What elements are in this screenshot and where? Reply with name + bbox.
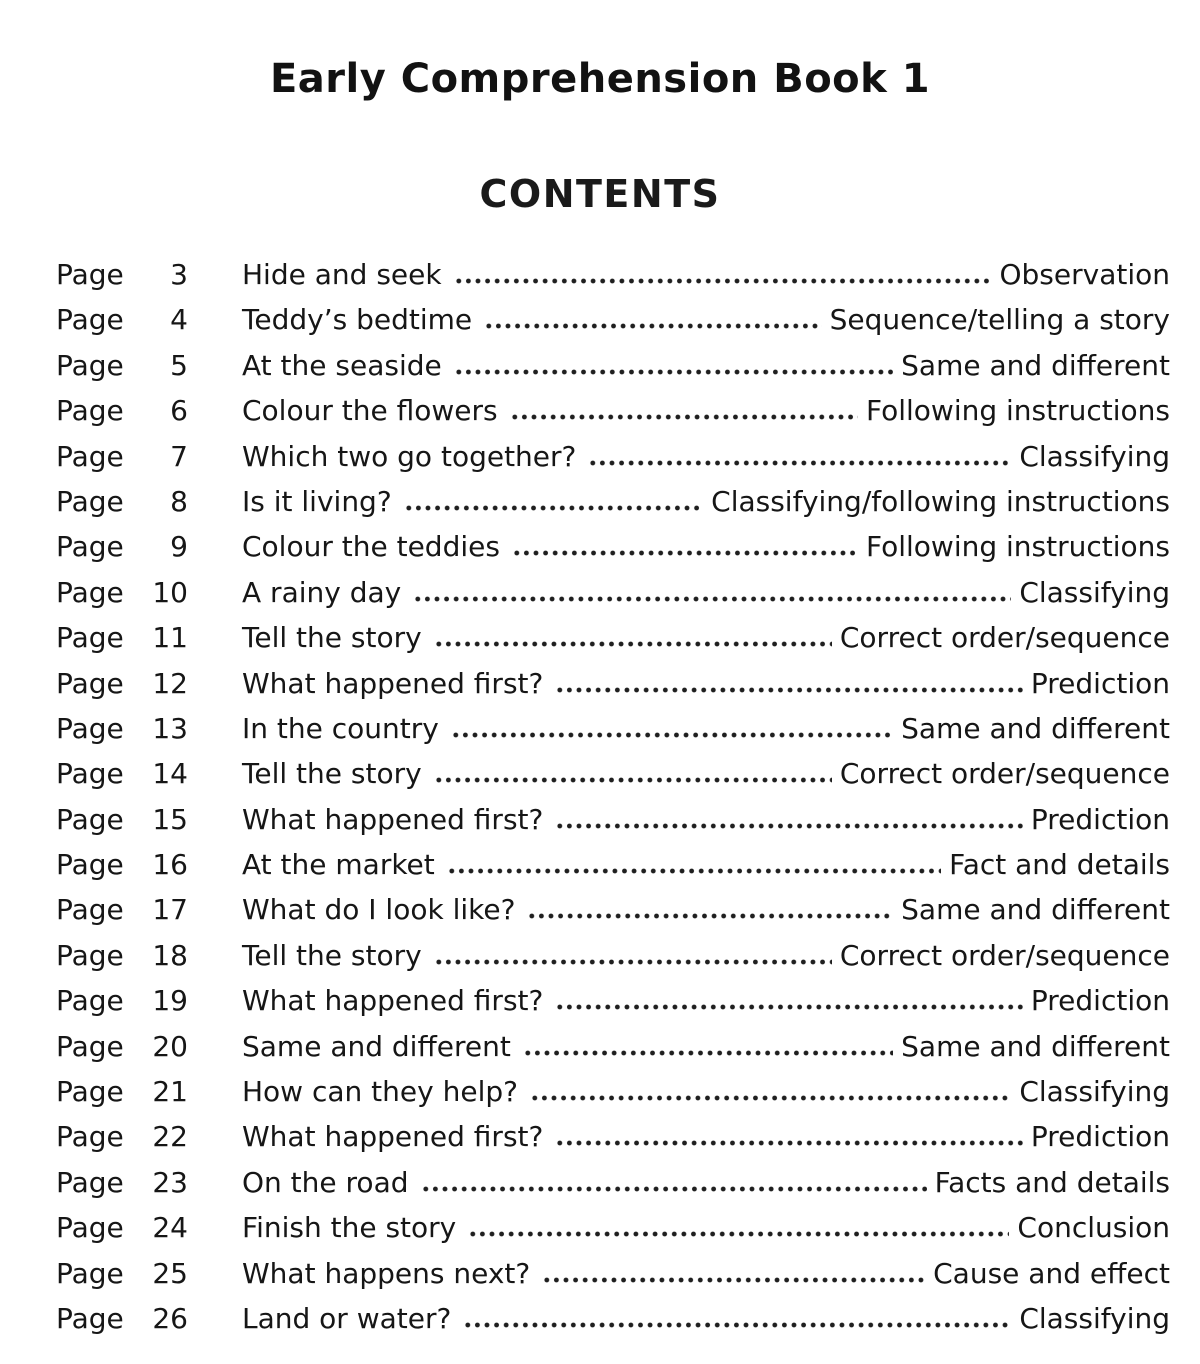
page-number: 18 — [152, 938, 188, 972]
page-word: Page — [56, 621, 124, 655]
entry-category: Prediction — [1030, 1120, 1170, 1154]
entry-category: Same and different — [901, 348, 1170, 382]
entry-category: Classifying/following instructions — [711, 484, 1170, 518]
page-number: 12 — [152, 666, 188, 700]
page-number: 24 — [152, 1211, 188, 1245]
page-word: Page — [56, 394, 124, 428]
page-word: Page — [56, 1075, 124, 1109]
page-word: Page — [56, 711, 124, 745]
dot-leader — [454, 278, 992, 284]
toc-row — [56, 349, 1170, 394]
entry-title: Same and different — [242, 1029, 511, 1063]
toc-row — [56, 303, 1170, 348]
page-number: 17 — [152, 893, 188, 927]
entry-category: Fact and details — [949, 848, 1170, 882]
page-number: 26 — [152, 1301, 188, 1335]
dot-leader — [555, 823, 1023, 829]
page-number: 19 — [152, 984, 188, 1018]
entry-title: In the country — [242, 711, 439, 745]
page-word: Page — [56, 893, 124, 927]
entry-category: Conclusion — [1017, 1211, 1170, 1245]
entry-title: What happened first? — [242, 666, 544, 700]
page-word: Page — [56, 348, 124, 382]
page-word: Page — [56, 1029, 124, 1063]
entry-category: Classifying — [1019, 439, 1170, 473]
page-number: 16 — [152, 848, 188, 882]
page-number: 14 — [152, 757, 188, 791]
entry-title: What happened first? — [242, 802, 544, 836]
dot-leader — [451, 732, 893, 738]
page-number: 25 — [152, 1256, 188, 1290]
dot-leader — [555, 687, 1023, 693]
page-number: 5 — [170, 348, 188, 382]
page-number: 15 — [152, 802, 188, 836]
toc-row — [56, 394, 1170, 439]
page-word: Page — [56, 1165, 124, 1199]
page-word: Page — [56, 303, 124, 337]
page-word: Page — [56, 484, 124, 518]
page-number: 4 — [170, 303, 188, 337]
dot-leader — [468, 1231, 1009, 1237]
page-word: Page — [56, 575, 124, 609]
toc-row — [56, 848, 1170, 893]
toc-row — [56, 1120, 1170, 1165]
dot-leader — [447, 868, 941, 874]
entry-category: Observation — [999, 258, 1170, 291]
page-word: Page — [56, 666, 124, 700]
page-word: Page — [56, 439, 124, 473]
page-number: 20 — [152, 1029, 188, 1063]
entry-title: Colour the flowers — [242, 394, 498, 428]
page-word: Page — [56, 848, 124, 882]
entry-title: Tell the story — [242, 938, 422, 972]
dot-leader — [512, 550, 858, 556]
dot-leader — [434, 641, 832, 647]
dot-leader — [527, 913, 893, 919]
dot-leader — [434, 777, 832, 783]
page-word: Page — [56, 258, 124, 291]
entry-title: Tell the story — [242, 757, 422, 791]
entry-title: Is it living? — [242, 484, 392, 518]
dot-leader — [555, 1140, 1023, 1146]
toc-row — [56, 757, 1170, 802]
entry-category: Same and different — [901, 711, 1170, 745]
toc-row — [56, 485, 1170, 530]
dot-leader — [588, 460, 1011, 466]
page-word: Page — [56, 1120, 124, 1154]
dot-leader — [413, 596, 1011, 602]
toc-row — [56, 1166, 1170, 1211]
toc-row — [56, 1030, 1170, 1075]
toc-list — [0, 216, 1200, 1347]
toc-row — [56, 576, 1170, 621]
entry-category: Prediction — [1030, 984, 1170, 1018]
page-word: Page — [56, 1301, 124, 1335]
page-number: 11 — [152, 621, 188, 655]
page-number: 3 — [170, 258, 188, 291]
page-word: Page — [56, 757, 124, 791]
entry-category: Sequence/telling a story — [829, 303, 1170, 337]
contents-heading: CONTENTS — [479, 172, 721, 216]
toc-row — [56, 258, 1170, 303]
dot-leader — [404, 505, 703, 511]
entry-category: Correct order/sequence — [839, 757, 1170, 791]
page-number: 23 — [152, 1165, 188, 1199]
toc-row — [56, 1075, 1170, 1120]
entry-title: Finish the story — [242, 1211, 457, 1245]
entry-category: Classifying — [1019, 1301, 1170, 1335]
page-word: Page — [56, 938, 124, 972]
page-number: 10 — [152, 575, 188, 609]
entry-title: At the market — [242, 848, 435, 882]
dot-leader — [510, 414, 858, 420]
dot-leader — [523, 1050, 893, 1056]
entry-category: Correct order/sequence — [839, 621, 1170, 655]
page-word: Page — [56, 1211, 124, 1245]
entry-title: Which two go together? — [242, 439, 577, 473]
toc-row — [56, 984, 1170, 1029]
toc-row — [56, 621, 1170, 666]
toc-row — [56, 530, 1170, 575]
toc-row — [56, 1257, 1170, 1302]
entry-title: Colour the teddies — [242, 530, 500, 564]
entry-title: Teddy’s bedtime — [242, 303, 473, 337]
book-title: Early Comprehension Book 1 — [269, 56, 931, 102]
page-number: 21 — [152, 1075, 188, 1109]
page-word: Page — [56, 984, 124, 1018]
page-number: 22 — [152, 1120, 188, 1154]
entry-title: At the seaside — [242, 348, 442, 382]
toc-row — [56, 712, 1170, 757]
page-number: 13 — [152, 711, 188, 745]
entry-category: Same and different — [901, 1029, 1170, 1063]
entry-category: Following instructions — [866, 530, 1170, 564]
dot-leader — [434, 959, 832, 965]
dot-leader — [542, 1277, 925, 1283]
dot-leader — [463, 1322, 1011, 1328]
toc-row — [56, 803, 1170, 848]
entry-title: What do I look like? — [242, 893, 516, 927]
page-word: Page — [56, 1256, 124, 1290]
toc-row — [56, 1302, 1170, 1347]
entry-title: What happened first? — [242, 1120, 544, 1154]
toc-row — [56, 893, 1170, 938]
dot-leader — [530, 1095, 1011, 1101]
entry-category: Classifying — [1019, 1075, 1170, 1109]
entry-category: Classifying — [1019, 575, 1170, 609]
entry-title: Tell the story — [242, 621, 422, 655]
entry-category: Facts and details — [934, 1165, 1170, 1199]
page-number: 7 — [170, 439, 188, 473]
toc-row — [56, 1211, 1170, 1256]
dot-leader — [454, 369, 893, 375]
entry-category: Cause and effect — [933, 1256, 1170, 1290]
entry-category: Prediction — [1030, 802, 1170, 836]
entry-title: Hide and seek — [242, 258, 442, 291]
page-number: 8 — [170, 484, 188, 518]
entry-category: Same and different — [901, 893, 1170, 927]
page-number: 9 — [170, 530, 188, 564]
page-number: 6 — [170, 394, 188, 428]
entry-title: What happened first? — [242, 984, 544, 1018]
entry-title: How can they help? — [242, 1075, 518, 1109]
toc-row — [56, 667, 1170, 712]
entry-title: On the road — [242, 1165, 409, 1199]
dot-leader — [484, 323, 822, 329]
dot-leader — [555, 1004, 1023, 1010]
entry-category: Following instructions — [866, 394, 1170, 428]
page-word: Page — [56, 530, 124, 564]
entry-title: What happens next? — [242, 1256, 531, 1290]
entry-title: A rainy day — [242, 575, 402, 609]
toc-row — [56, 440, 1170, 485]
dot-leader — [421, 1186, 927, 1192]
toc-row — [56, 939, 1170, 984]
entry-category: Prediction — [1030, 666, 1170, 700]
entry-title: Land or water? — [242, 1301, 452, 1335]
entry-category: Correct order/sequence — [839, 938, 1170, 972]
page-word: Page — [56, 802, 124, 836]
